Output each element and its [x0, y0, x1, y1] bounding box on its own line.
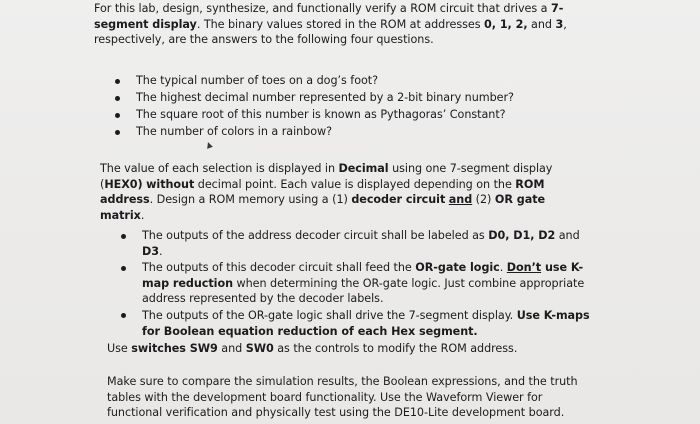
req-text: and: [555, 229, 580, 242]
bold-hex0: HEX0): [104, 177, 143, 191]
intro-text: and: [527, 17, 556, 31]
para-text: .: [140, 208, 145, 222]
para-text: The value of each selection is displayed in: [100, 162, 339, 175]
req-text: .: [499, 261, 507, 275]
bullet-icon: [115, 113, 120, 118]
para-text: as the controls to modify the ROM address.: [273, 342, 518, 355]
req-text: The outputs of the OR-gate logic shall drive the 7-segment display.: [142, 308, 517, 322]
para-text: using one 7-segment display (: [100, 162, 553, 191]
para-text: Use: [107, 342, 132, 355]
list-item: [115, 124, 545, 140]
question-text: The highest decimal number represented by a 2-bit binary number?: [136, 91, 514, 105]
list-item: [121, 308, 596, 339]
bold-underlined-and: and: [448, 193, 473, 207]
list-item: [115, 73, 545, 89]
bullet-icon: [115, 130, 120, 135]
bold-labels: D0, D1, D2: [488, 229, 556, 242]
bold-kmap-reduction: use K-map reduction: [142, 261, 584, 290]
bold-or-gate-matrix: OR gate matrix: [100, 193, 546, 222]
bold-kmaps-instruction: Use K-maps for Boolean equation reduction of each Hex segment.: [142, 308, 590, 338]
requirement-list: [121, 228, 596, 340]
intro-text: . The binary values stored in the ROM at addresses: [196, 17, 485, 31]
bullet-icon: [115, 96, 120, 101]
req-text: The outputs of the address decoder circuit shall be labeled as: [142, 229, 489, 242]
list-item: [115, 90, 545, 106]
list-item: [121, 260, 596, 307]
bullet-icon: [121, 266, 126, 271]
bold-rom-address: ROM address: [100, 177, 545, 207]
intro-bold-addresses: 0, 1, 2,: [484, 17, 528, 31]
bold-decoder-circuit: decoder circuit: [351, 193, 446, 207]
bullet-icon: [121, 234, 126, 239]
verification-paragraph: Make sure to compare the simulation results, the Boolean expressions, and the truth tables with the development board functionality. Use the Waveform Viewer for functional verification and physically test using the DE10-Lite development board.: [107, 375, 578, 420]
question-text: The square root of this number is known as Pythagoras’ Constant?: [136, 108, 506, 122]
para-text: (2): [472, 193, 495, 207]
question-list: [115, 73, 545, 141]
para-text: . Design a ROM memory using a (1): [149, 193, 352, 207]
display-paragraph: [100, 161, 590, 223]
question-text: The number of colors in a rainbow?: [136, 125, 333, 139]
req-text: when determining the OR-gate logic. Just combine appropriate address represented by the decoder labels.: [142, 276, 585, 306]
mouse-cursor-icon: [205, 141, 213, 149]
bold-underlined-dont: Don’t: [506, 261, 542, 275]
bold-sw0: SW0: [245, 342, 274, 355]
intro-bold-address-3: 3: [555, 17, 564, 31]
list-item: [115, 107, 545, 123]
bold-without: without: [146, 177, 195, 191]
bullet-icon: [115, 79, 120, 84]
intro-paragraph: [94, 1, 574, 48]
bold-label-d3: D3: [142, 244, 159, 258]
bold-decimal: Decimal: [338, 162, 389, 175]
req-text: The outputs of this decoder circuit shall feed the: [142, 261, 416, 275]
intro-bold-display: 7-segment display: [94, 2, 564, 31]
list-item: [121, 228, 596, 259]
bullet-icon: [121, 313, 126, 318]
para-text: and: [217, 342, 246, 355]
bold-switches-sw9: switches SW9: [131, 342, 218, 355]
req-text: .: [158, 244, 163, 258]
intro-text: For this lab, design, synthesize, and functionally verify a ROM circuit that drives a: [94, 2, 551, 15]
bold-or-gate-logic: OR-gate logic: [415, 261, 500, 275]
para-text: decimal point. Each value is displayed depending on the: [194, 177, 516, 191]
intro-text: , respectively, are the answers to the following four questions.: [94, 17, 567, 47]
switches-paragraph: [107, 341, 557, 357]
question-text: The typical number of toes on a dog’s foot?: [136, 74, 379, 87]
